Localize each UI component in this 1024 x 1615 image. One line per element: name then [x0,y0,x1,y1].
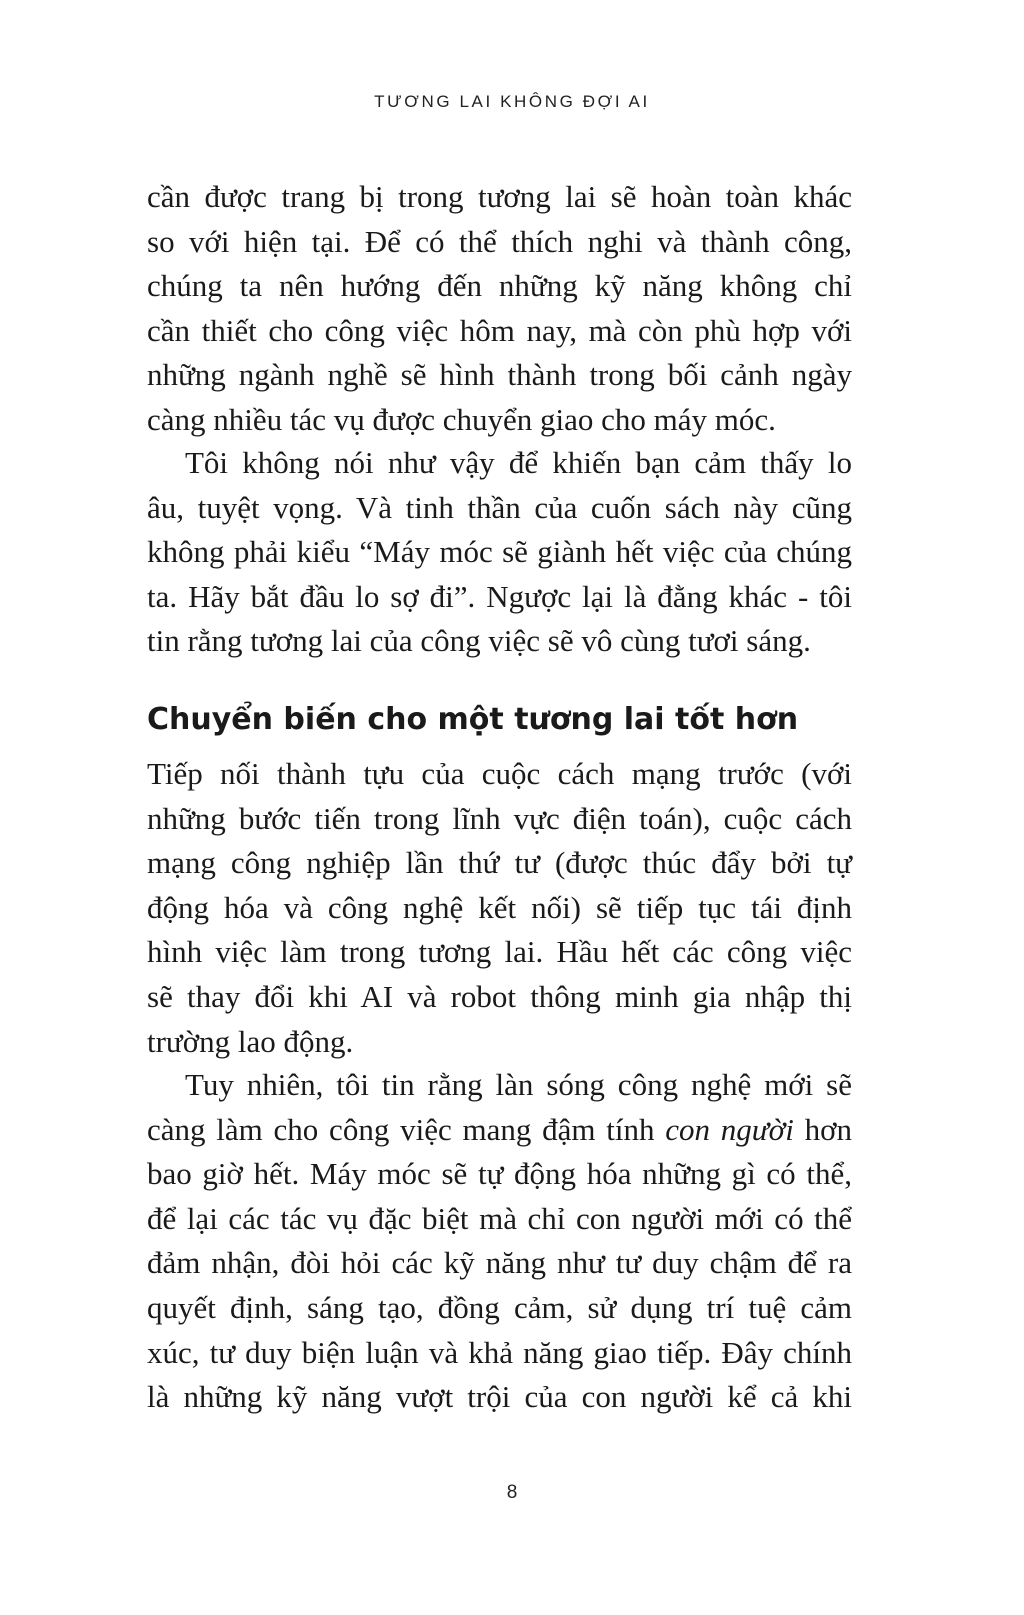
text-line: ta. Hãy bắt đầu lo sợ đi”. Ngược lại là đằng khác - tôi [147,578,852,614]
text-line: không phải kiểu “Máy móc sẽ giành hết việc của chúng [147,534,852,570]
text-line: càng nhiều tác vụ được chuyển giao cho máy móc. [147,401,776,437]
text-line: tin rằng tương lai của công việc sẽ vô cùng tươi sáng. [147,623,811,659]
paragraph-2 [147,441,852,664]
text-segment: hơn [793,1111,853,1147]
text-line: chúng ta nên hướng đến những kỹ năng không chỉ [147,268,852,304]
text-line: Tuy nhiên, tôi tin rằng làn sóng công nghệ mới sẽ [185,1067,852,1102]
page-number: 8 [506,1482,518,1503]
text-segment: càng làm cho công việc mang đậm tính [147,1111,666,1147]
text-line: mạng công nghiệp lần thứ tư (được thúc đẩy bởi tự [147,845,852,881]
text-line: cần thiết cho công việc hôm nay, mà còn phù hợp với [147,312,852,348]
text-line: so với hiện tại. Để có thể thích nghi và thành công, [147,223,852,259]
text-line: Tiếp nối thành tựu của cuộc cách mạng trước (với [147,756,852,791]
text-line: hình việc làm trong tương lai. Hầu hết các công việc [147,934,852,970]
italic-emphasis: con người [665,1111,794,1147]
paragraph-4 [147,1063,852,1420]
text-line: Tôi không nói như vậy để khiến bạn cảm thấy lo [185,445,852,480]
text-line: đảm nhận, đòi hỏi các kỹ năng như tư duy chậm để ra [147,1245,852,1281]
text-line: sẽ thay đổi khi AI và robot thông minh gia nhập thị [147,978,852,1014]
text-line: là những kỹ năng vượt trội của con người kể cả khi [147,1379,852,1415]
text-line: động hóa và công nghệ kết nối) sẽ tiếp tục tái định [147,889,852,925]
paragraph-3 [147,752,852,1064]
text-line: bao giờ hết. Máy móc sẽ tự động hóa những gì có thể, [147,1156,852,1192]
text-line: những bước tiến trong lĩnh vực điện toán), cuộc cách [147,800,852,836]
text-line: để lại các tác vụ đặc biệt mà chỉ con người mới có thể [147,1200,852,1236]
text-line-with-italic [147,1108,852,1153]
text-line: quyết định, sáng tạo, đồng cảm, sử dụng trí tuệ cảm [147,1289,852,1325]
text-line: xúc, tư duy biện luận và khả năng giao tiếp. Đây chính [147,1334,852,1370]
text-line: âu, tuyệt vọng. Và tinh thần của cuốn sách này cũng [147,489,852,525]
text-line: trường lao động. [147,1023,354,1059]
text-line: những ngành nghề sẽ hình thành trong bối cảnh ngày [147,357,852,393]
text-line: cần được trang bị trong tương lai sẽ hoàn toàn khác [147,179,852,214]
section-heading: Chuyển biến cho một tương lai tốt hơn [147,702,799,737]
running-header: TƯƠNG LAI KHÔNG ĐỢI AI [374,92,650,111]
paragraph-1 [147,175,852,443]
